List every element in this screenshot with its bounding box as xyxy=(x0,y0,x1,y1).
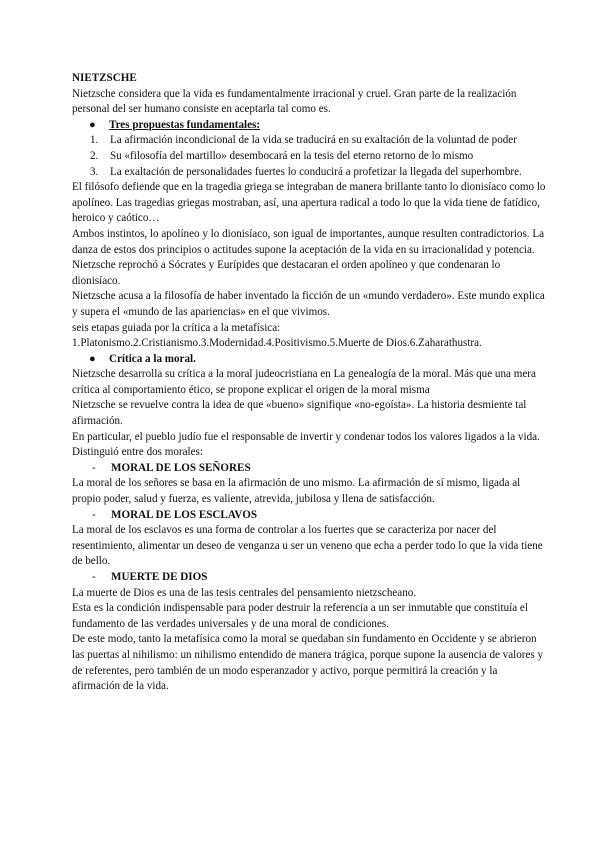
item-number: 2. xyxy=(90,149,99,162)
body-paragraph: La moral de los esclavos es una forma de controlar a los fuertes que se caracteriza por nacer del resentimiento, alimentar un deseo de venganza u ser un veneno que echa a perder todo lo que la vida tiene de bello. xyxy=(72,524,543,568)
subheading-masters-morality xyxy=(72,461,548,477)
subheading-text: MUERTE DE DIOS xyxy=(111,571,208,583)
body-paragraph: La moral de los señores se basa en la afirmación de uno mismo. La afirmación de sí mismo, ligada al propio poder, salud y fuerza, es valiente, atrevida, jubilosa y llena de satisfacción. xyxy=(72,477,521,506)
item-text: La exaltación de personalidades fuertes lo conducirá a profetizar la llegada del superhombre. xyxy=(110,165,522,178)
body-paragraph: Nietzsche acusa a la filosofía de haber inventado la ficción de un «mundo verdadero». Este mundo explica y supera el «mundo de las apariencias» en el que vivimos. xyxy=(72,290,545,318)
section-heading-moral-critique xyxy=(72,352,548,368)
numbered-item xyxy=(72,133,548,149)
item-text: La afirmación incondicional de la vida se traducirá en su exaltación de la voluntad de poder xyxy=(110,134,517,147)
section-heading-text: Tres propuestas fundamentales: xyxy=(109,118,261,131)
subheading-death-of-god xyxy=(72,570,548,586)
dash-marker: - xyxy=(92,461,96,474)
body-paragraph: En particular, el pueblo judío fue el responsable de invertir y condenar todos los valores ligados a la vida. Distinguió entre dos morales: xyxy=(72,430,540,459)
subheading-text: MORAL DE LOS ESCLAVOS xyxy=(111,508,257,521)
section-heading-text: Crítica a la moral. xyxy=(109,352,196,365)
body-paragraph: Esta es la condición indispensable para poder destruir la referencia a un ser inmutable que constituía el fundamento de las verdades universales y de una moral de condiciones. xyxy=(72,602,528,630)
stages-list: 1.Platonismo.2.Cristianismo.3.Modernidad.4.Positivismo.5.Muerte de Dios.6.Zaharathustra. xyxy=(72,337,482,350)
body-paragraph: Ambos instintos, lo apolíneo y lo dionisíaco, son igual de importantes, aunque resulten contradictorios. La danza de estos dos principios o actitudes supone la aceptación de la vida en su irracionalidad y potencia. xyxy=(72,227,545,256)
subheading-slaves-morality xyxy=(72,508,548,524)
item-number: 3. xyxy=(90,165,99,178)
body-paragraph: afirmación de la vida. xyxy=(72,680,169,693)
body-paragraph: Nietzsche desarrolla su crítica a la moral judeocristiana en La genealogía de la moral. Más que una mera crítica al comportamiento ético, se propone explicar el origen de la moral misma xyxy=(72,368,536,396)
body-paragraph: Nietzsche reprochó a Sócrates y Eurípides que destacaran el orden apolíneo y que condenaran lo dionisíaco. xyxy=(72,259,501,287)
document-title: NIETZSCHE xyxy=(72,72,137,84)
body-paragraph: Nietzsche se revuelve contra la idea de que «bueno» signifique «no-egoísta». La historia desmiente tal afirmación. xyxy=(72,399,527,428)
intro-paragraph: Nietzsche considera que la vida es fundamentalmente irracional y cruel. Gran parte de la realización personal del ser humano consiste en aceptarla tal como es. xyxy=(72,87,517,116)
body-paragraph: seis etapas guiada por la crítica a la metafísica: xyxy=(72,321,281,334)
subheading-text: MORAL DE LOS SEÑORES xyxy=(111,461,251,474)
body-paragraph: El filósofo defiende que en la tragedia griega se integraban de manera brillante tanto lo dionisíaco como lo apolíneo. Las tragedias griegas mostraban, así, una apertura radical a todo lo que la vida tiene de fatídico, heroico y caótico… xyxy=(72,181,546,225)
numbered-item xyxy=(72,165,548,181)
dash-marker: - xyxy=(92,508,96,521)
section-heading-proposals xyxy=(72,118,548,134)
dash-marker: - xyxy=(92,571,96,583)
numbered-item xyxy=(72,149,548,165)
body-paragraph: La muerte de Dios es una de las tesis centrales del pensamiento nietzscheano. xyxy=(72,586,417,599)
bullet-icon: ● xyxy=(89,352,96,365)
bullet-icon: ● xyxy=(89,118,96,131)
item-text: Su «filosofía del martillo» desembocará en la tesis del eterno retorno de lo mismo xyxy=(110,149,474,162)
item-number: 1. xyxy=(90,134,99,147)
body-paragraph: De este modo, tanto la metafísica como la moral se quedaban sin fundamento en Occidente y se abrieron las puertas al nihilismo: un nihilismo entendido de manera trágica, porque supone la ausencia de valores y de referentes, pero también de un modo esperanzador y activo, porque permitirá la creación y la xyxy=(72,633,544,677)
